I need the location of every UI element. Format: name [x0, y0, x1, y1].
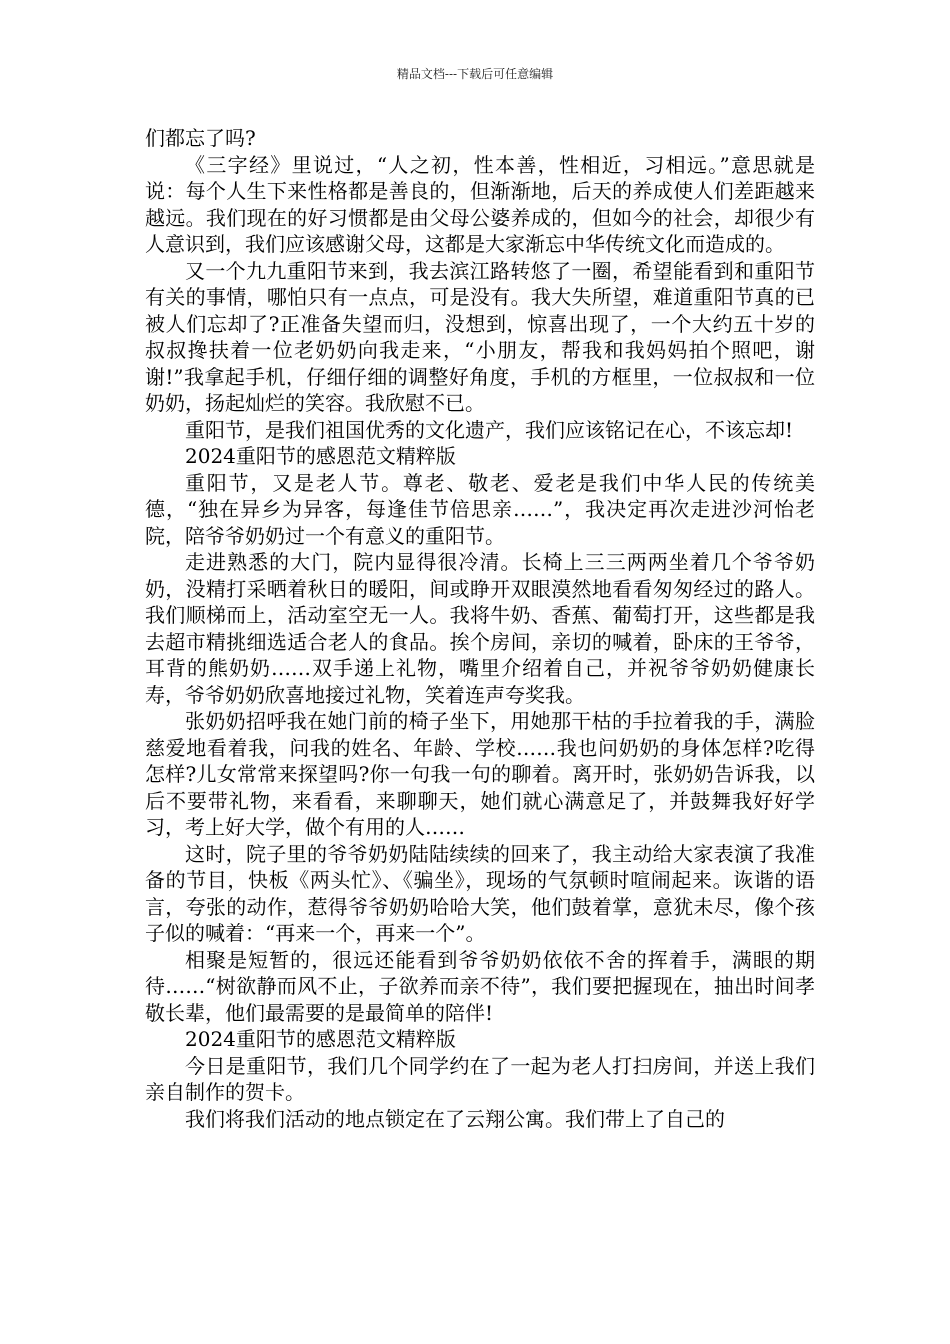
paragraph: 我们将我们活动的地点锁定在了云翔公寓。我们带上了自己的 — [185, 1106, 725, 1131]
paragraph: 《三字经》里说过，“人之初，性本善，性相近，习相远。”意思就是说：每个人生下来性格都是善良的，但渐渐地，后天的养成使人们差距越来越远。我们现在的好习惯都是由父母公婆养成的，但如今的社会，却很少有人意识到，我们应该感谢父母，这都是大家渐忘中华传统文化而造成的。 — [145, 152, 815, 256]
paragraph: 重阳节，是我们祖国优秀的文化遗产，我们应该铭记在心，不该忘却! — [185, 417, 794, 442]
document-body — [145, 125, 815, 1132]
paragraph: 又一个九九重阳节来到，我去滨江路转悠了一圈，希望能看到和重阳节有关的事情，哪怕只有一点点，可是没有。我大失所望，难道重阳节真的已被人们忘却了?正准备失望而归，没想到，惊喜出现了，一个大约五十岁的叔叔搀扶着一位老奶奶向我走来，“小朋友，帮我和我妈妈拍个照吧，谢谢!”我拿起手机，仔细仔细的调整好角度，手机的方框里，一位叔叔和一位奶奶，扬起灿烂的笑容。我欣慰不已。 — [145, 258, 815, 415]
paragraph: 走进熟悉的大门，院内显得很冷清。长椅上三三两两坐着几个爷爷奶奶，没精打采晒着秋日的暖阳，间或睁开双眼漠然地看看匆匆经过的路人。我们顺梯而上，活动室空无一人。我将牛奶、香蕉、葡萄打开，这些都是我去超市精挑细选适合老人的食品。挨个房间，亲切的喊着，卧床的王爷爷，耳背的熊奶奶……双手递上礼物，嘴里介绍着自己，并祝爷爷奶奶健康长寿，爷爷奶奶欣喜地接过礼物，笑着连声夸奖我。 — [145, 550, 815, 707]
paragraph: 今日是重阳节，我们几个同学约在了一起为老人打扫房间，并送上我们亲自制作的贺卡。 — [145, 1053, 815, 1104]
paragraph: 相聚是短暂的，很远还能看到爷爷奶奶依依不舍的挥着手，满眼的期待……“树欲静而风不止，子欲养而亲不待”，我们要把握现在，抽出时间孝敬长辈，他们最需要的是最简单的陪伴! — [145, 947, 815, 1025]
page-header-watermark: 精品文档---下载后可任意编辑 — [396, 67, 554, 81]
section-heading: 2024重阳节的感恩范文精粹版 — [185, 1027, 456, 1051]
paragraph: 重阳节，又是老人节。尊老、敬老、爱老是我们中华人民的传统美德，“独在异乡为异客，每逢佳节倍思亲……”，我决定再次走进沙河怡老院，陪爷爷奶奶过一个有意义的重阳节。 — [145, 470, 815, 548]
section-heading: 2024重阳节的感恩范文精粹版 — [185, 444, 456, 468]
paragraph: 这时，院子里的爷爷奶奶陆陆续续的回来了，我主动给大家表演了我准备的节目，快板《两头忙》、《骗坐》，现场的气氛顿时喧闹起来。诙谐的语言，夸张的动作，惹得爷爷奶奶哈哈大笑，他们鼓着掌，意犹未尽，像个孩子似的喊着：“再来一个，再来一个”。 — [145, 841, 815, 945]
paragraph: 张奶奶招呼我在她门前的椅子坐下，用她那干枯的手拉着我的手，满脸慈爱地看着我，问我的姓名、年龄、学校……我也问奶奶的身体怎样?吃得怎样?儿女常常来探望吗?你一句我一句的聊着。离开时，张奶奶告诉我，以后不要带礼物，来看看，来聊聊天，她们就心满意足了，并鼓舞我好好学习，考上好大学，做个有用的人…… — [145, 709, 815, 839]
paragraph: 们都忘了吗? — [145, 126, 256, 150]
